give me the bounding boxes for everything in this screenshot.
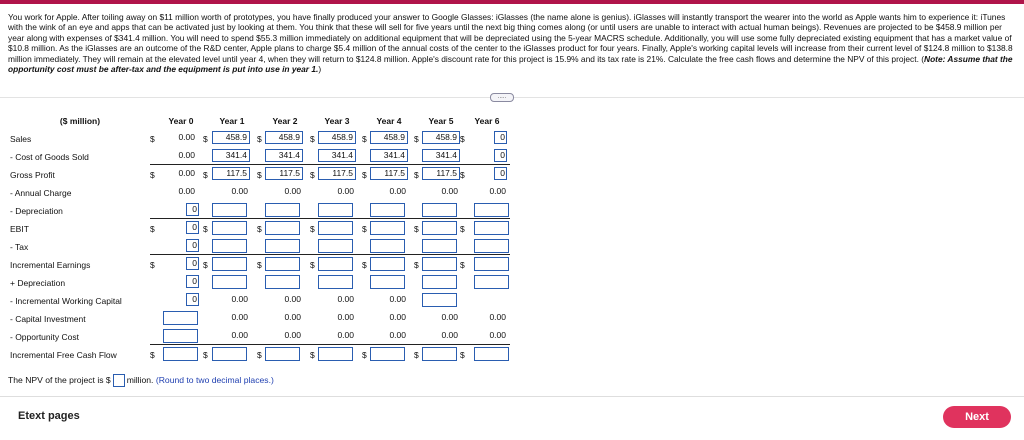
sales-y1-box[interactable]: 458.9 xyxy=(212,131,250,144)
oppcost-y2: 0.00 xyxy=(284,330,301,340)
capinv-y3: 0.00 xyxy=(337,312,354,322)
fcf-y4-input[interactable] xyxy=(370,347,405,361)
oppcost-y6: 0.00 xyxy=(489,330,506,340)
ebit-y5-input[interactable] xyxy=(422,221,457,235)
tax-y6-input[interactable] xyxy=(474,239,509,253)
capinv-y4: 0.00 xyxy=(389,312,406,322)
earnings-y1-input[interactable] xyxy=(212,257,247,271)
capinv-y2: 0.00 xyxy=(284,312,301,322)
annual-charge-y2: 0.00 xyxy=(284,186,301,196)
plus-depreciation-y1-input[interactable] xyxy=(212,275,247,289)
currency-sign: $ xyxy=(414,350,419,360)
depreciation-y3-input[interactable] xyxy=(318,203,353,217)
tax-y0-box[interactable]: 0 xyxy=(186,239,199,252)
earnings-y6-input[interactable] xyxy=(474,257,509,271)
sales-y0: 0.00 xyxy=(178,132,195,142)
capinv-y0-input[interactable] xyxy=(163,311,198,325)
problem-note: Note: Assume that the opportunity cost must be after-tax and the equipment is put into use in year 1. xyxy=(8,53,1013,75)
next-button[interactable]: Next xyxy=(943,406,1011,428)
currency-sign: $ xyxy=(257,170,262,180)
subtotal-rule xyxy=(150,164,510,165)
problem-text: You work for Apple. After toiling away on $11 million worth of prototypes, you have finally produced your answer to Google Glasses: iGlasses (the name alone is genius). iGlasses will instantly transport the wearer into the world as Apple wants him to experience it: iTunes with the wink of an eye and apps that can be activated just by looking at them. You think that these will sell for five years until the next big thing comes along (or until users are unable to interact with actual human beings). Revenues are projected to be $458.9 million per year along with expenses of $341.4 million. You will need to spend $55.3 million immediately on additional equipment that will be depreciated using the 5-year MACRS schedule. Additionally, you will use some fully depreciated existing equipment that has a market value of $10.8 million. As the iGlasses are an outcome of the R&D center, Apple plans to charge $5.4 million of the annual costs of the center to the iGlasses product for four years. Finally, Apple's working capital levels will increase from their current level of $124.8 million to $138.8 million immediately. They will remain at the elevated level until year 4, when they will return to $124.8 million. Apple's discount rate for this project is 15.9% and its tax rate is 21%. Calculate the free cash flows and determine the NPV of this project. ( xyxy=(8,12,1013,64)
oppcost-y0-input[interactable] xyxy=(163,329,198,343)
year6-header: Year 6 xyxy=(474,116,500,126)
plus-depreciation-y5-input[interactable] xyxy=(422,275,457,289)
gross-y4-box[interactable]: 117.5 xyxy=(370,167,408,180)
earnings-y5-input[interactable] xyxy=(422,257,457,271)
npv-input[interactable] xyxy=(113,374,125,387)
fcf-y2-input[interactable] xyxy=(265,347,300,361)
currency-sign: $ xyxy=(460,260,465,270)
oppcost-y5: 0.00 xyxy=(441,330,458,340)
ebit-y0-box[interactable]: 0 xyxy=(186,221,199,234)
npv-prefix: The NPV of the project is $ xyxy=(8,374,111,385)
currency-sign: $ xyxy=(203,134,208,144)
footer-divider xyxy=(0,396,1024,397)
currency-sign: $ xyxy=(460,350,465,360)
fcf-y6-input[interactable] xyxy=(474,347,509,361)
oppcost-y4: 0.00 xyxy=(389,330,406,340)
gross-y2-box[interactable]: 117.5 xyxy=(265,167,303,180)
iwc-y4: 0.00 xyxy=(389,294,406,304)
currency-sign: $ xyxy=(414,260,419,270)
row-label-incremental-fcf: Incremental Free Cash Flow xyxy=(10,350,117,360)
row-label-capital-investment: - Capital Investment xyxy=(10,314,86,324)
currency-sign: $ xyxy=(310,350,315,360)
earnings-y2-input[interactable] xyxy=(265,257,300,271)
currency-sign: $ xyxy=(150,170,155,180)
currency-sign: $ xyxy=(150,260,155,270)
fcf-y1-input[interactable] xyxy=(212,347,247,361)
currency-sign: $ xyxy=(460,224,465,234)
sales-y2-box[interactable]: 458.9 xyxy=(265,131,303,144)
etext-pages-link[interactable]: Etext pages xyxy=(18,410,80,422)
cogs-y3-box[interactable]: 341.4 xyxy=(318,149,356,162)
sales-y6-box[interactable]: 0 xyxy=(494,131,507,144)
iwc-y5-input[interactable] xyxy=(422,293,457,307)
currency-sign: $ xyxy=(460,134,465,144)
currency-sign: $ xyxy=(257,134,262,144)
oppcost-y1: 0.00 xyxy=(231,330,248,340)
currency-sign: $ xyxy=(310,134,315,144)
problem-statement xyxy=(8,12,1016,74)
year0-header: Year 0 xyxy=(168,116,194,126)
iwc-y3: 0.00 xyxy=(337,294,354,304)
ebit-y2-input[interactable] xyxy=(265,221,300,235)
row-label-gross-profit: Gross Profit xyxy=(10,170,55,180)
more-button[interactable]: ..... xyxy=(490,93,514,102)
cogs-y5-box[interactable]: 341.4 xyxy=(422,149,460,162)
problem-close: ) xyxy=(318,64,322,75)
currency-sign: $ xyxy=(414,170,419,180)
row-label-sales: Sales xyxy=(10,134,32,144)
currency-sign: $ xyxy=(414,134,419,144)
oppcost-y3: 0.00 xyxy=(337,330,354,340)
gross-y6-box[interactable]: 0 xyxy=(494,167,507,180)
currency-sign: $ xyxy=(310,170,315,180)
year5-header: Year 5 xyxy=(428,116,454,126)
iwc-y0-box[interactable]: 0 xyxy=(186,293,199,306)
tax-y2-input[interactable] xyxy=(265,239,300,253)
depreciation-y1-input[interactable] xyxy=(212,203,247,217)
currency-sign: $ xyxy=(460,170,465,180)
annual-charge-y0: 0.00 xyxy=(178,186,195,196)
depreciation-y5-input[interactable] xyxy=(422,203,457,217)
gross-y1-box[interactable]: 117.5 xyxy=(212,167,250,180)
currency-sign: $ xyxy=(150,224,155,234)
row-label-cogs: - Cost of Goods Sold xyxy=(10,152,89,162)
cogs-y4-box[interactable]: 341.4 xyxy=(370,149,408,162)
currency-sign: $ xyxy=(414,224,419,234)
year4-header: Year 4 xyxy=(376,116,402,126)
gross-y0: 0.00 xyxy=(178,168,195,178)
currency-sign: $ xyxy=(150,350,155,360)
earnings-y3-input[interactable] xyxy=(318,257,353,271)
subtotal-rule xyxy=(150,218,510,219)
npv-question xyxy=(8,374,274,387)
ebit-y4-input[interactable] xyxy=(370,221,405,235)
capinv-y6: 0.00 xyxy=(489,312,506,322)
capinv-y1: 0.00 xyxy=(231,312,248,322)
annual-charge-y1: 0.00 xyxy=(231,186,248,196)
gross-y3-box[interactable]: 117.5 xyxy=(318,167,356,180)
sales-y3-box[interactable]: 458.9 xyxy=(318,131,356,144)
plus-depreciation-y6-input[interactable] xyxy=(474,275,509,289)
cogs-y0: 0.00 xyxy=(178,150,195,160)
row-label-plus-depreciation: + Depreciation xyxy=(10,278,66,288)
cogs-y6-box[interactable]: 0 xyxy=(494,149,507,162)
tax-y1-input[interactable] xyxy=(212,239,247,253)
fcf-y0-input[interactable] xyxy=(163,347,198,361)
plus-depreciation-y0-box[interactable]: 0 xyxy=(186,275,199,288)
cogs-y1-box[interactable]: 341.4 xyxy=(212,149,250,162)
subtotal-rule xyxy=(150,254,510,255)
currency-sign: $ xyxy=(257,350,262,360)
sales-y5-box[interactable]: 458.9 xyxy=(422,131,460,144)
year3-header: Year 3 xyxy=(324,116,350,126)
npv-suffix: million. xyxy=(126,374,154,385)
annual-charge-y6: 0.00 xyxy=(489,186,506,196)
currency-sign: $ xyxy=(257,224,262,234)
currency-sign: $ xyxy=(310,224,315,234)
npv-hint: (Round to two decimal places.) xyxy=(155,374,274,385)
tax-y4-input[interactable] xyxy=(370,239,405,253)
tax-y3-input[interactable] xyxy=(318,239,353,253)
currency-sign: $ xyxy=(203,224,208,234)
currency-sign: $ xyxy=(362,170,367,180)
earnings-y0-box[interactable]: 0 xyxy=(186,257,199,270)
depreciation-y2-input[interactable] xyxy=(265,203,300,217)
currency-sign: $ xyxy=(310,260,315,270)
tax-y5-input[interactable] xyxy=(422,239,457,253)
annual-charge-y3: 0.00 xyxy=(337,186,354,196)
row-label-tax: - Tax xyxy=(10,242,29,252)
currency-sign: $ xyxy=(362,260,367,270)
row-label-annual-charge: - Annual Charge xyxy=(10,188,72,198)
ebit-y3-input[interactable] xyxy=(318,221,353,235)
ebit-y1-input[interactable] xyxy=(212,221,247,235)
plus-depreciation-y2-input[interactable] xyxy=(265,275,300,289)
currency-sign: $ xyxy=(257,260,262,270)
depreciation-y6-input[interactable] xyxy=(474,203,509,217)
earnings-y4-input[interactable] xyxy=(370,257,405,271)
currency-sign: $ xyxy=(362,224,367,234)
fcf-y5-input[interactable] xyxy=(422,347,457,361)
depreciation-y4-input[interactable] xyxy=(370,203,405,217)
iwc-y2: 0.00 xyxy=(284,294,301,304)
annual-charge-y5: 0.00 xyxy=(441,186,458,196)
top-accent-bar xyxy=(0,0,1024,4)
unit-header: ($ million) xyxy=(59,116,101,126)
fcf-y3-input[interactable] xyxy=(318,347,353,361)
currency-sign: $ xyxy=(203,260,208,270)
plus-depreciation-y4-input[interactable] xyxy=(370,275,405,289)
sales-y4-box[interactable]: 458.9 xyxy=(370,131,408,144)
currency-sign: $ xyxy=(203,170,208,180)
plus-depreciation-y3-input[interactable] xyxy=(318,275,353,289)
iwc-y1: 0.00 xyxy=(231,294,248,304)
row-label-ebit: EBIT xyxy=(10,224,29,234)
cogs-y2-box[interactable]: 341.4 xyxy=(265,149,303,162)
row-label-incremental-earnings: Incremental Earnings xyxy=(10,260,91,270)
gross-y5-box[interactable]: 117.5 xyxy=(422,167,460,180)
row-label-depreciation: - Depreciation xyxy=(10,206,63,216)
currency-sign: $ xyxy=(150,134,155,144)
capinv-y5: 0.00 xyxy=(441,312,458,322)
currency-sign: $ xyxy=(203,350,208,360)
row-label-opportunity-cost: - Opportunity Cost xyxy=(10,332,79,342)
year1-header: Year 1 xyxy=(219,116,245,126)
depreciation-y0-box[interactable]: 0 xyxy=(186,203,199,216)
annual-charge-y4: 0.00 xyxy=(389,186,406,196)
currency-sign: $ xyxy=(362,350,367,360)
subtotal-rule xyxy=(150,344,510,345)
ebit-y6-input[interactable] xyxy=(474,221,509,235)
year2-header: Year 2 xyxy=(272,116,298,126)
currency-sign: $ xyxy=(362,134,367,144)
row-label-incremental-working-capital: - Incremental Working Capital xyxy=(10,296,122,306)
